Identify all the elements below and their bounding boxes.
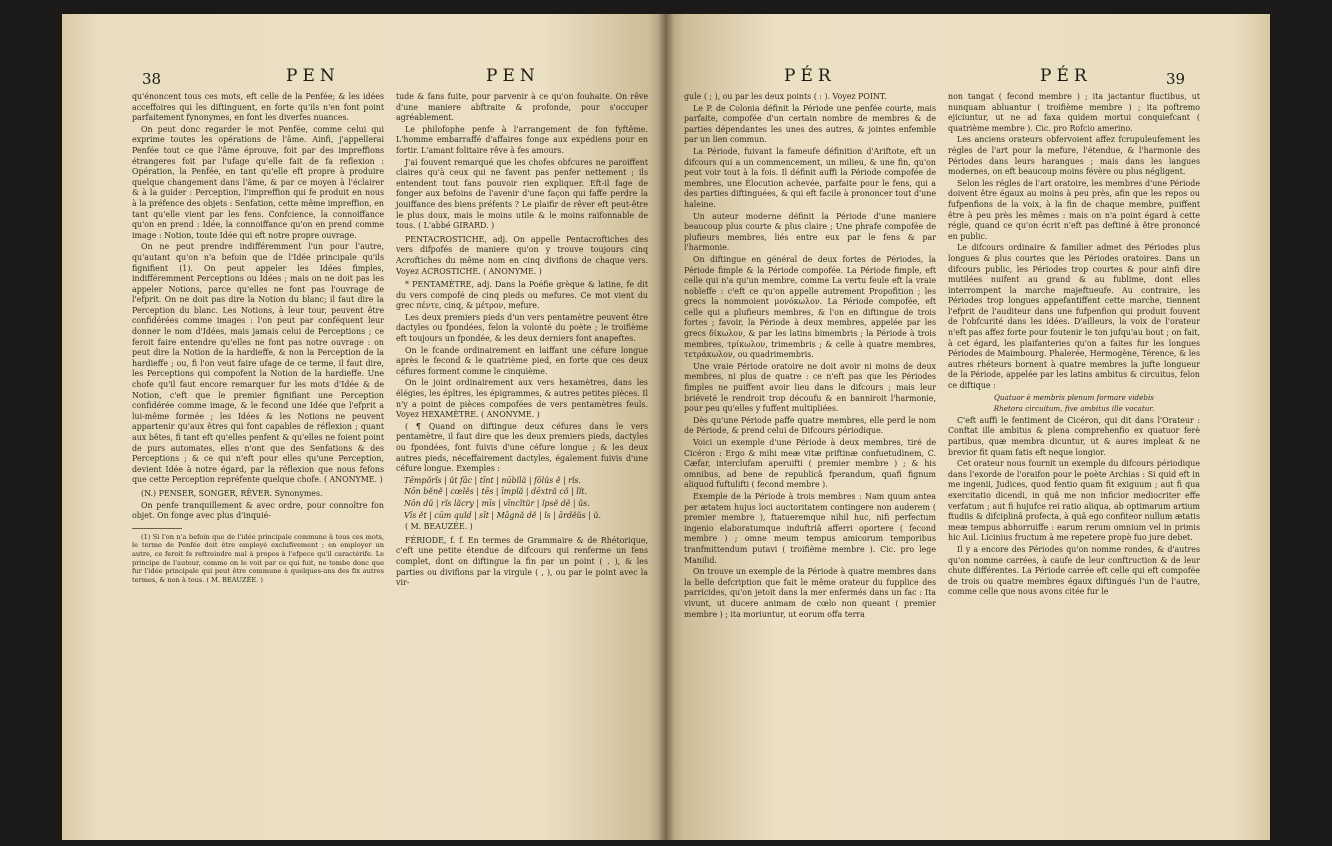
paragraph: Il y a encore des Périodes qu'on nomme rondes, & d'autres qu'on nomme carrées, à caufe de leur conftruction & de leur chute différentes. La Période carrée eft celle qui eft compofée de trois ou quatre membres égaux diftingués l'un de l'autre, comme celle que nous avons citée fur le: [948, 544, 1200, 597]
paragraph: ( ¶ Quand on diftingue deux céfures dans le vers pentamètre, il faut dire que les deux premiers pieds, dactyles ou fpondées, font fuivis d'une céfure longue ; & les deux autres pieds, néceffairement dactyles, également fuivis d'une céfure longue. Exemples :: [396, 421, 648, 474]
left-column-1: [132, 92, 384, 585]
paragraph: C'eft auffi le fentiment de Cicéron, qui dit dans l'Orateur : Conftat ille ambitus & plena comprehenfio ex quatuor ferè partibus, quæ membra dicuntur, ut & aures impleat & ne brevior fit quam fatis eft neque longior.: [948, 415, 1200, 457]
verse-line: Nōn bĕnĕ | cœlĕs | tēs | īmpĭă | dēxtră cŏ | lĭt.: [404, 487, 587, 497]
entry-heading: PENTACROSTICHE, adj. On appelle Pentacroftiches des vers difpofés de maniere qu'on y trouve toujours cinq Acroftiches du même nom en cinq divifions de chaque vers. Voyez ACROSTICHE. ( ANONYME. ): [396, 234, 648, 276]
paragraph: On ne peut prendre indifféremment l'un pour l'autre, qu'autant qu'on n'a befoin que de l'Idée principale qu'ils fignifient (1). On peut appeler les Idées fimples, indifféremment Perceptions ou Idées ; mais on ne doit pas les appeler Notions, parce qu'elles ne font pas l'ouvrage de l'efprit. On ne doit pas dire la Notion du blanc; il faut dire la Perception du blanc. Les Notions, à leur tour, peuvent être confidérées comme images : l'on peut par conféquent leur donner le nom d'Idées, mais jamais celui de Perceptions ; ce feroit faire entendre qu'elles ne font pas notre ouvrage : on peut dire la Notion de la hardieffe, & non la Perception de la hardieffe ; ou, fi l'on veut faire ufage de ce terme, il faut dire, les Perceptions qui compofent la Notion de la hardieffe. Une chofe qu'il faut encore remarquer fur les mots d'Idée & de Notion, c'eft que le premier fignifiant une Perception confidérée comme image, & le fecond une Idée que l'efprit a lui-même formée ; les Idées & les Notions ne peuvent appartenir qu'aux êtres qui font capables de réflexion ; quant aux bêtes, fi tant eft qu'elles penfent & qu'elles ne foient point de purs automates, elles n'ont que des Senfations & des Perceptions ; & ce qui n'eft pour elles qu'une Perception, devient Idée à notre égard, par la réflexion que nous fefons que cette Perception repréfente quelque chofe. ( ANONYME. ): [132, 242, 384, 485]
right-running-head-1: PÉR: [784, 66, 836, 86]
left-running-head-2: PEN: [486, 66, 540, 86]
entry-heading: (N.) PENSER, SONGER, RÊVER. Synonymes.: [141, 488, 323, 498]
footnote-rule: [132, 528, 182, 529]
paragraph: Le P. de Colonia définit la Période une penfée courte, mais parfaite, compofée d'un certain nombre de membres & de parties dépendantes les unes des autres, & jointes enfemble par un lien commun.: [684, 103, 936, 145]
open-book: [62, 14, 1270, 840]
left-page-header: [62, 62, 666, 94]
distich-line: Rhetora circuitum, five ambitus ille vocatur.: [993, 404, 1155, 414]
verse-line: Nōn dŭ | rĭs lăcry | mīs | vīncĭtŭr | ĭpsĕ dĕ | ŭs.: [404, 498, 590, 508]
paragraph: tude & fans fuite, pour parvenir à ce qu'on fouhaite. On rêve d'une maniere abftraite & profonde, pour s'occuper agréablement.: [396, 92, 648, 123]
paragraph: On peut donc regarder le mot Penfée, comme celui qui exprime toutes les opérations de l'âme. Ainfi, j'appellerai Penfée tout ce que l'âme éprouve, foit par des impreffions étrangeres foit par l'ufage qu'elle fait de fa reflexion : Opération, la Penfée, en tant qu'elle eft propre à produire quelque changement dans l'âme, & par ce moyen à l'éclairer & à la guider : Perception, l'impreffion qui fe produit en nous à la préfence des objets : Senfation, cette même impreffion, en tant qu'elle vient par les fens. Confcience, la connoiffance qu'on en prend : Idée, la connoiffance qu'on en prend comme image : Notion, toute Idée qui eft notre propre ouvrage.: [132, 124, 384, 240]
paragraph: Cet orateur nous fournit un exemple du difcours périodique dans l'exorde de l'oraifon pour le poète Archias : Si quid eft in me ingenii, Judices, quod fentio quam fit exiguum ; aut fi qua exercitatio dicendi, in quâ me non inficior mediocriter effe verfatum ; aut fi hujufce rei ratio aliqua, ab optimarum artium ftudiis & difciplinâ profecta, à quâ ego confiteor nullum ætatis meæ tempus abhorruiffe : earum rerum omnium vel in primis hic Aul. Licinius fructum à me repetere propè fuo jure debet.: [948, 459, 1200, 543]
footnote: (1) Si l'on n'a befoin que de l'idée principale commune à tous ces mots, le terme de Penfée doit être employé exclufivement ; en employer un autre, ce feroit fe reftreindre mal à propos à l'efpece qu'il caractérife. Le principe de l'auteur, comme on le voit par ce qui fuit, ne tombe donc que fur l'idée principale qui peut être commune à quelques-uns des fix autres termes, & non à tous. ( M. BEAUZÉE. ): [132, 532, 384, 584]
right-column-2: [948, 92, 1200, 599]
paragraph: On le joint ordinairement aux vers hexamètres, dans les élégies, les épîtres, les épigrammes, & autres petites pièces. Il n'y a point de pièces compofées de vers pentamètres feuls. Voyez HEXAMÈTRE. ( ANONYME. ): [396, 378, 648, 420]
left-page: [62, 14, 666, 840]
right-column-1: [684, 92, 936, 621]
paragraph: gule ( ; ), ou par les deux points ( : ). Voyez POINT.: [684, 92, 887, 101]
entry-heading: FÉRIODE, f. f. En termes de Grammaire & de Rhétorique, c'eft une petite étendue de difcours qui renferme un fens complet, dont on diftingue la fin par un point ( . ), & les parties ou divifions par la virgule ( , ), ou par le point avec la vir-: [396, 535, 648, 588]
paragraph: La Période, fuivant la fameufe définition d'Ariftote, eft un difcours qui a un commencement, un milieu, & une fin, qu'on peut voir tout à la fois. Il définit auffi la Période compofée de membres, une Élocution achevée, parfaite pour le fens, qui a des parties diftinguées, & qui eft facile à prononcer tout d'une haleine.: [684, 146, 936, 209]
paragraph: Une vraie Période oratoire ne doit avoir ni moins de deux membres, ni plus de quatre : ce n'eft pas que les Périodes fimples ne puiffent avoir lieu dans le difcours ; mais leur briéveté le rendroit trop découfu & en banniroit l'harmonie, pour peu qu'elles y fuffent multipliées.: [684, 361, 936, 414]
paragraph: Les deux premiers pieds d'un vers pentamètre peuvent être dactyles ou fpondées, felon la volonté du poète ; le troifième eft toujours un fpondée, & les deux derniers font anapeftes.: [396, 312, 648, 344]
paragraph: Exemple de la Période à trois membres : Nam quum antea per ætatem hujus loci auctoritatem contingere non auderem ( premier membre ), ftatueremque nihil huc, nifi perfectum ingenio elaboratumque induftriâ afferri oportere ( fecond membre ) ; omne meum tempus amicorum temporibus tranfmittendum putavi ( troifième membre ). Cic. pro lege Manilid.: [684, 491, 936, 565]
paragraph: Le philofophe penfe à l'arrangement de fon fyftême. L'homme embarraffé d'affaires fonge aux expédiens pour en fortir. L'amant folitaire rêve à fes amours.: [396, 124, 648, 155]
entry-heading: * PENTAMÈTRE, adj. Dans la Poéfie grèque & latine, fe dit du vers compofé de cinq pieds ou mefures. Ce mot vient du grec πέντε, cinq, & μέτρον, mefure.: [396, 280, 648, 311]
paragraph: non tangat ( fecond membre ) ; ita jactantur fluctibus, ut nunquam abluantur ( troifième membre ) ; ita poftremo ejiciuntur, ut ne ad faxa quidem mortui conquiefcant ( quatrième membre ). Cic. pro Rofcio amerino.: [948, 92, 1200, 133]
paragraph: Selon les régles de l'art oratoire, les membres d'une Période doivent être égaux au moins à peu près, afin que les repos ou fufpenfions de la voix, à la fin de chaque membre, puiffent être à peu près les mêmes : mais on n'a point égard à cette régle, quand ce qu'on écrit n'eft pas deftiné à être prononcé en public.: [948, 178, 1200, 241]
paragraph: Le difcours ordinaire & familier admet des Périodes plus longues & plus courtes que les Périodes oratoires. Dans un difcours public, les Périodes trop courtes & pour ainfi dire mutilées nuifent au grand & au fublime, dont elles interrompent la marche majeftueufe. Au contraire, les Périodes trop longues appefantiffent cette marche, tiennent l'efprit de l'auditeur dans une fufpenfion qui produit fouvent de l'obfcurité dans les idées. D'ailleurs, la voix de l'orateur n'eft pas affez forte pour foutenir le ton jufqu'au bout ; on fait, à cet égard, les plaifanteries qu'on a faites fur les longues Périodes de Maimbourg. Phalerée, Hermogène, Térence, & les autres rhéteurs bornent à quatre membres la jufte longueur de la Période, appelée par les latins ambitus & circuitus, felon ce diftique :: [948, 243, 1200, 391]
left-page-number: 38: [142, 70, 162, 88]
paragraph: On diftingue en général de deux fortes de Périodes, la Période fimple & la Période compofée. La Période fimple, eft celle qui n'a qu'un membre, comme La vertu feule eft la vraie nobleffe : c'eft ce qu'on appelle autrement Propofition ; les grecs la nommoient μονόκωλον. La Période compofée, eft celle qui a plufieurs membres, & l'on en diftingue de trois fortes ; favoir, la Période à deux membres, appelée par les grecs δίκωλον, & par les latins bimembris ; la Période à trois membres, τρίκωλον, trimembris ; & celle à quatre membres, τετράκωλον, ou quadrimembris.: [684, 254, 936, 360]
paragraph: Un auteur moderne définit la Période d'une maniere beaucoup plus courte & plus claire ; Une phrafe compofée de plufieurs membres, liés entre eux par le fens & par l'harmonie.: [684, 211, 936, 253]
paragraph: On le fcande ordinairement en laiffant une céfure longue après le fecond & le quatrième pied, en forte que ces deux céfures forment comme le cinquième.: [396, 345, 648, 376]
right-page-number: 39: [1166, 70, 1186, 88]
paragraph: qu'énoncent tous ces mots, eft celle de la Penfée; & les idées acceffoires qui les diftinguent, en forte qu'ils n'en font point parfaitement fynonymes, en font les diverfes nuances.: [132, 92, 384, 123]
book-gutter: [658, 14, 674, 840]
paragraph: On trouve un exemple de la Période à quatre membres dans la belle defcription que fait le même orateur du fupplice des parricides, qu'on jetoit dans la mer enfermés dans un fac : Ita vivunt, ut ducere animam de cœlo non queant ( premier membre ) ; ita moriuntur, ut eorum offa terra: [684, 567, 936, 619]
distich-line: Quatuor è membris plenum formare videbis: [994, 392, 1154, 402]
right-running-head-2: PÉR: [1040, 66, 1092, 86]
paragraph: Les anciens orateurs obfervoient affez fcrupuleufement les régles de l'art pour la mefure, l'étendue, & l'harmonie des Périodes dans leurs harangues ; mais dans les langues modernes, on eft beaucoup moins févère ou plus négligent.: [948, 135, 1200, 177]
right-page: [666, 14, 1270, 840]
paragraph: J'ai fouvent remarqué que les chofes obfcures ne paroiffent claires qu'à ceux qui ne favent pas penfer nettement ; ils entendent tout fans pouvoir rien expliquer. Eft-il fage de fonger aux befoins de l'avenir d'une façon qui faffe perdre la jouiffance des biens préfents ? Le plaifir de rêver eft peut-être le plus doux, mais le moins utile & le moins raifonnable de tous. ( L'abbé GIRARD. ): [396, 157, 648, 231]
left-running-head-1: PEN: [286, 66, 340, 86]
paragraph: On penfe tranquillement & avec ordre, pour connoître fon objet. On fonge avec plus d'inquié-: [132, 500, 384, 521]
attribution: ( M. BEAUZÉE. ): [405, 522, 473, 532]
verse-line: Vīs ĕt | cūm quĭd | sīt | Māgnă dĕ | ĭs | ārdĕŭs | ŭ.: [404, 510, 601, 520]
verse-line: Tēmpŏrĭs | ŭt fāc | tīnt | nūbĭlă | fōlŭs ĕ | rĭs.: [404, 475, 582, 485]
left-column-2: [396, 92, 648, 590]
paragraph: Dès qu'une Période paffe quatre membres, elle perd le nom de Période, & prend celui de Difcours périodique.: [684, 415, 936, 436]
paragraph: Voici un exemple d'une Période à deux membres, tiré de Cicéron : Ergo & mihi meæ vitæ priftinæ confuetudinem, C. Cæfar, interclufam aperuifti ( premier membre ) ; & his omnibus, ad bene de republicâ fperandum, quafi fignum aliquod fuftulifti ( fecond membre ).: [684, 438, 936, 490]
right-page-header: [666, 62, 1270, 94]
